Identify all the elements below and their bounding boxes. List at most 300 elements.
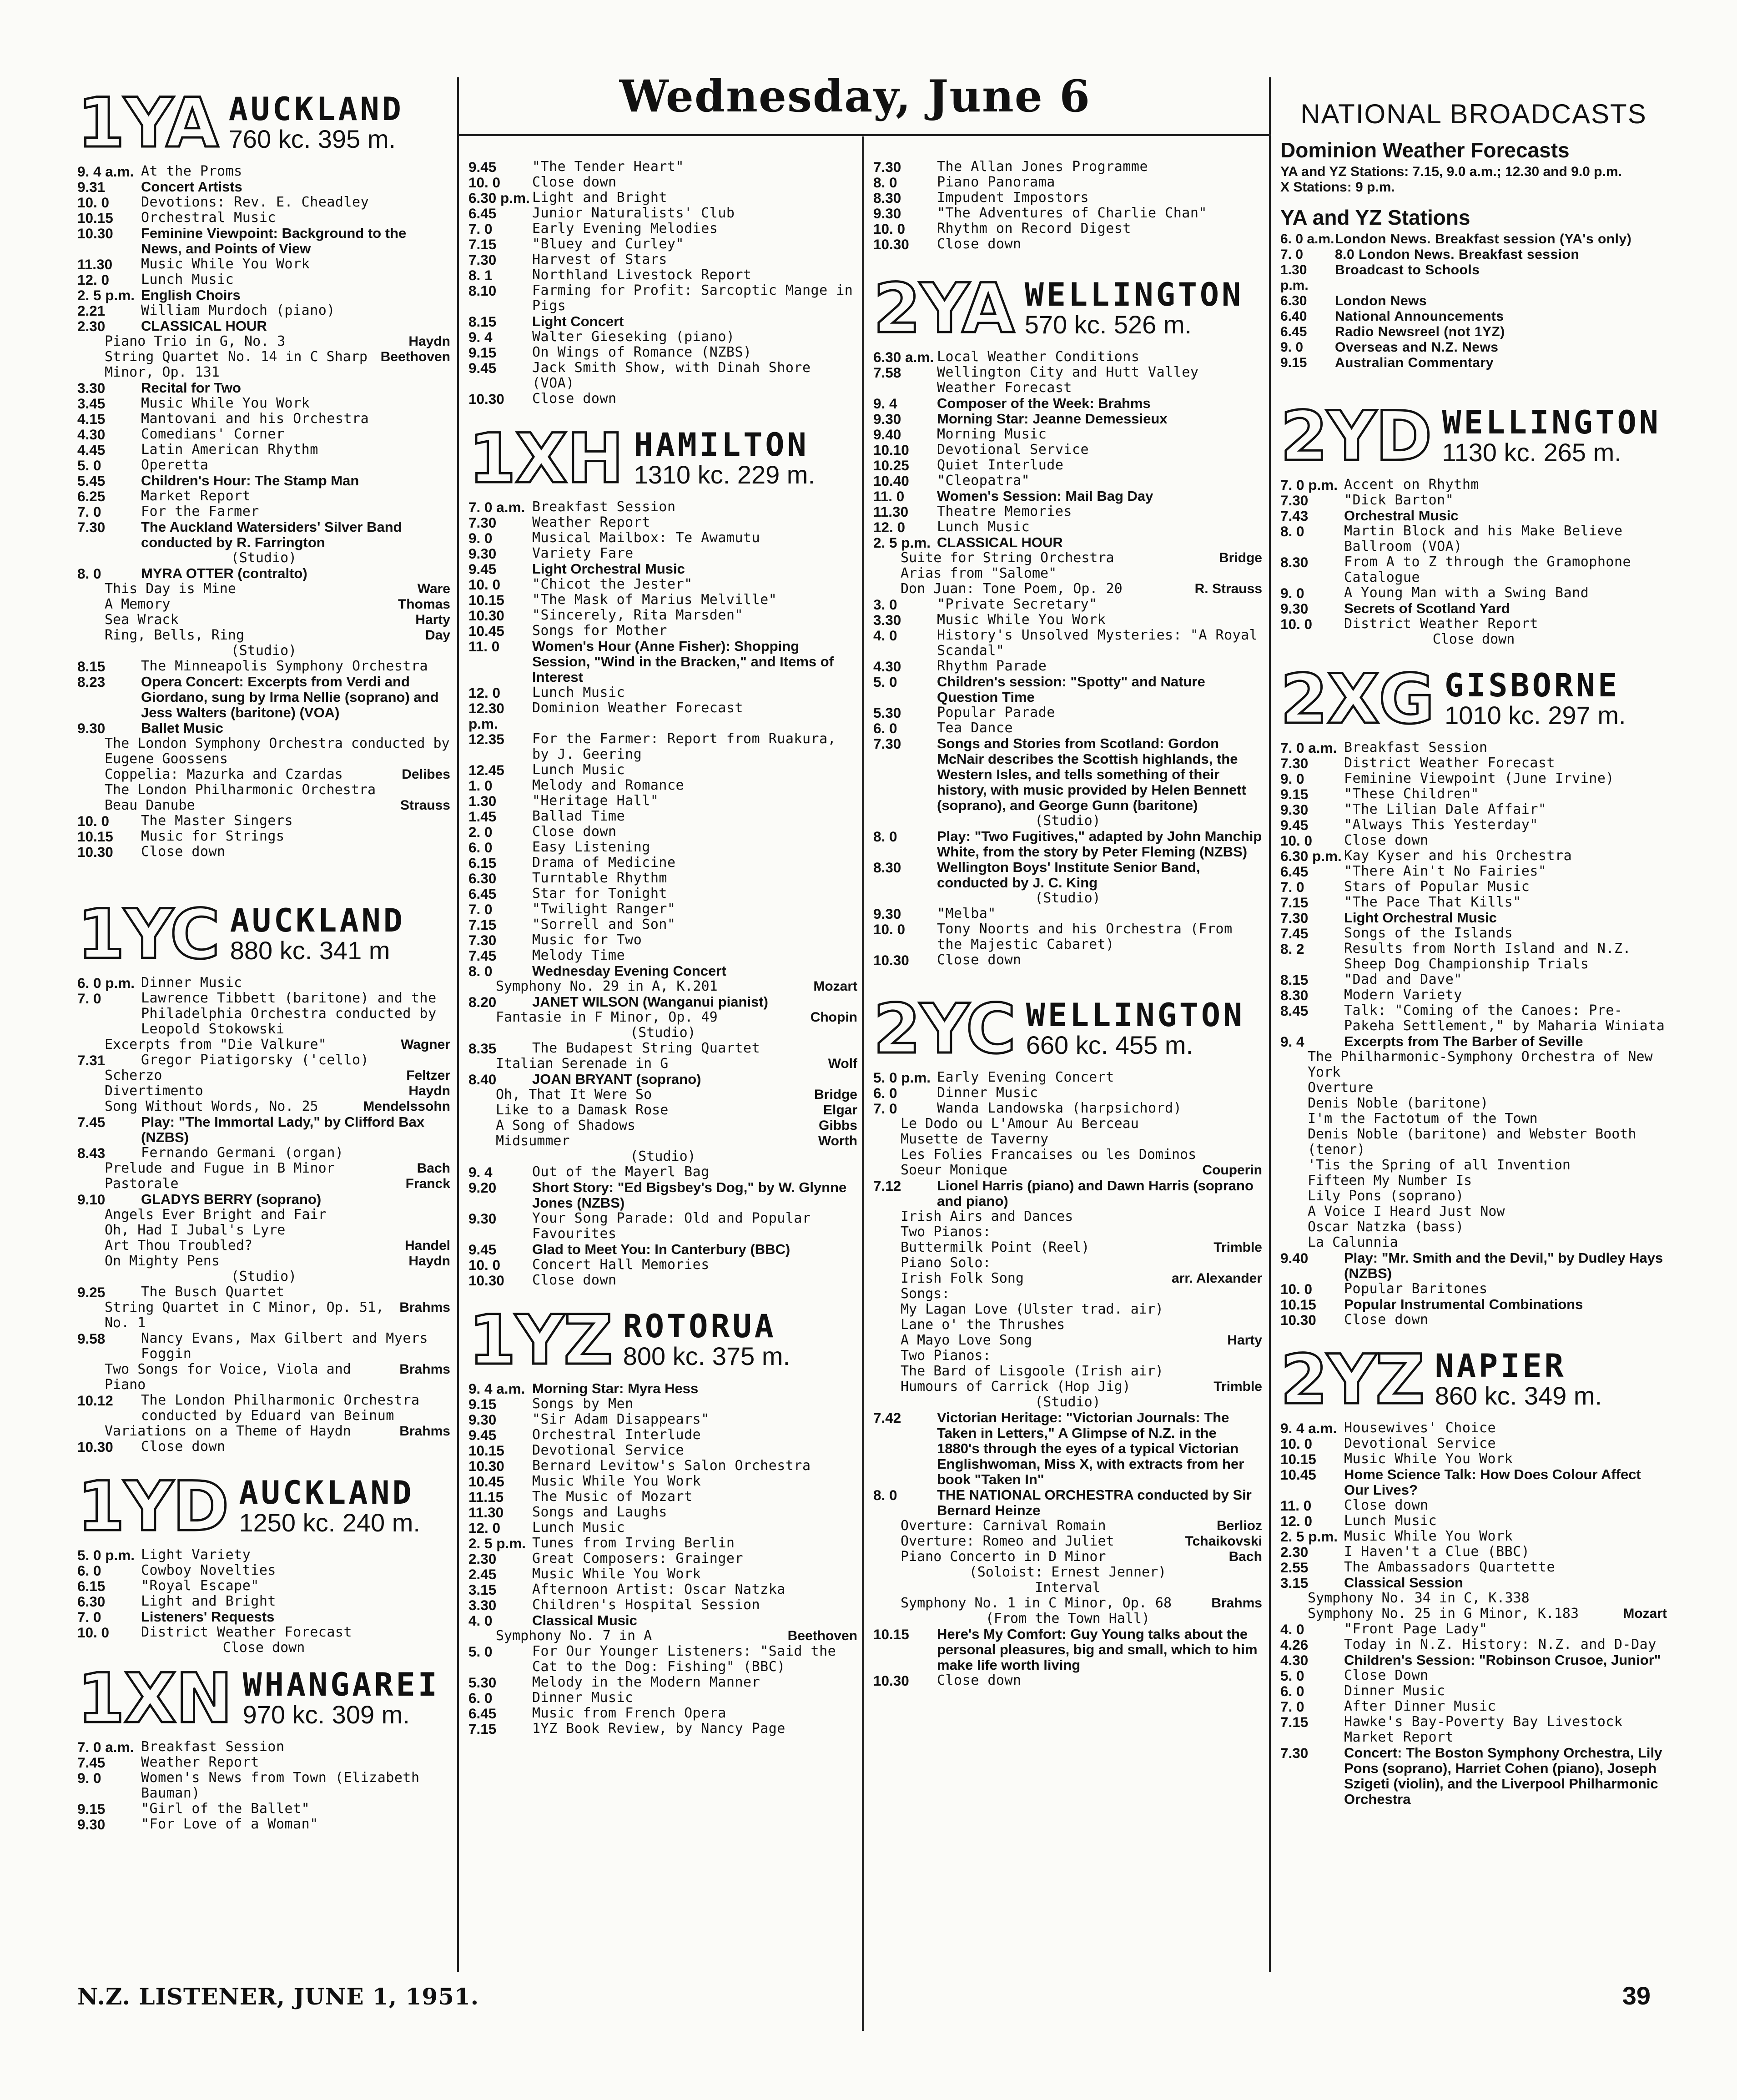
programme-title: Women's Hour (Anne Fisher): Shopping Session, "Wind in the Bracken," and Items of Interest <box>532 638 834 685</box>
detail-text: Overture <box>1308 1080 1374 1096</box>
programme-entry <box>468 901 857 917</box>
detail-text: Humours of Carrick (Hop Jig) <box>901 1379 1131 1395</box>
programme-note: (Soloist: Ernest Jenner) <box>969 1564 1167 1580</box>
detail-text: Irish Folk Song <box>901 1270 1024 1286</box>
programme-entry <box>468 530 857 546</box>
detail-text: A Voice I Heard Just Now <box>1308 1204 1505 1219</box>
programme-entry <box>468 283 857 314</box>
programme-detail <box>77 334 450 349</box>
composer: arr. Alexander <box>1172 1271 1262 1286</box>
programme-time: 12.45 <box>468 762 504 778</box>
programme-time: 10.12 <box>77 1392 113 1409</box>
programme-entry <box>77 380 450 396</box>
programme-title: Kay Kyser and his Orchestra <box>1344 848 1572 864</box>
programme-time: 10.15 <box>1280 1451 1316 1467</box>
programme-title: Music from French Opera <box>532 1705 726 1721</box>
programme-detail <box>77 736 450 767</box>
programme-title: Melody Time <box>532 947 625 963</box>
programme-time: 7. 0 <box>77 504 101 520</box>
programme-detail <box>873 1116 1262 1132</box>
programme-entry <box>77 504 450 519</box>
programme-detail <box>873 1549 1262 1565</box>
programme-entry <box>468 175 857 190</box>
programme-entry <box>77 720 450 736</box>
programme-time: 7.45 <box>1280 925 1309 942</box>
programme-time: 7.45 <box>468 947 497 964</box>
programme-time: 2.30 <box>468 1551 497 1567</box>
programme-time: 7. 0 <box>77 990 101 1007</box>
programme-time: 5.30 <box>468 1674 497 1691</box>
programme-time: 6.45 <box>468 205 497 222</box>
programme-time: 8.30 <box>873 859 901 876</box>
detail-text: Oh, Had I Jubal's Lyre <box>105 1222 286 1238</box>
programme-entry <box>468 206 857 221</box>
programme-time: 10.45 <box>1280 1466 1316 1483</box>
programme-time: 2.30 <box>77 318 106 334</box>
detail-text: Symphony No. 29 in A, K.201 <box>496 978 718 994</box>
programme-time: 6.25 <box>77 488 106 504</box>
composer: Bridge <box>1218 550 1262 565</box>
programme-time: 6.30 a.m. <box>873 349 934 365</box>
programme-entry <box>468 1582 857 1597</box>
programme-title: Music for Strings <box>141 828 285 844</box>
national-item-programme: London News. Breakfast session (YA's only) <box>1335 232 1632 247</box>
programme-title: Great Composers: Grainger <box>532 1551 744 1566</box>
programme-entry <box>468 1396 857 1412</box>
station-1xn <box>77 1659 450 1832</box>
programme-detail <box>77 782 450 798</box>
programme-detail <box>1280 1235 1667 1250</box>
national-item-programme: Australian Commentary <box>1335 355 1494 370</box>
programme-time: 3.15 <box>468 1581 497 1598</box>
programme-title: Walter Gieseking (piano) <box>532 329 735 345</box>
programme-title: Tony Noorts and his Orchestra (From the Majestic Cabaret) <box>937 921 1233 952</box>
programme-entry <box>468 561 857 577</box>
programme-title: MYRA OTTER (contralto) <box>141 565 307 581</box>
detail-text: Divertimento <box>105 1083 203 1099</box>
programme-entry <box>1280 786 1667 802</box>
detail-text: Denis Noble (baritone) <box>1308 1095 1489 1111</box>
programme-title: Impudent Impostors <box>937 190 1089 206</box>
detail-text: Song Without Words, No. 25 <box>105 1098 318 1114</box>
programme-entry <box>77 179 450 195</box>
programme-time: 3.30 <box>873 612 901 628</box>
programme-entry <box>77 164 450 179</box>
programme-title: THE NATIONAL ORCHESTRA conducted by Sir Bernard Heinze <box>937 1487 1252 1518</box>
station-callsign: 1YZ <box>468 1301 612 1380</box>
programme-entry <box>873 159 1262 175</box>
programme-time: 10.30 <box>873 1672 909 1688</box>
programme-time: 10.30 <box>468 1272 504 1289</box>
detail-text: Sea Wrack <box>105 612 179 628</box>
composer: Harty <box>415 612 450 627</box>
programme-time: 1.30 <box>468 793 497 809</box>
detail-text: Two Songs for Voice, Viola and Piano <box>105 1361 351 1393</box>
programme-note: (Studio) <box>231 643 297 659</box>
detail-text: Irish Airs and Dances <box>901 1209 1073 1224</box>
programme-entry <box>77 844 450 860</box>
station-header <box>873 269 1262 348</box>
station-info <box>1442 404 1661 467</box>
programme-detail <box>873 1379 1262 1395</box>
programme-title: Women's Session: Mail Bag Day <box>937 488 1153 504</box>
programme-detail <box>1280 1127 1667 1158</box>
composer: Thomas <box>398 597 450 612</box>
programme-time: 9.15 <box>468 344 497 361</box>
programme-title: Lunch Music <box>532 762 625 778</box>
programme-time: 9.25 <box>77 1284 106 1300</box>
programme-entry <box>77 813 450 829</box>
programme-entry <box>468 592 857 608</box>
station-1xh <box>468 419 857 1289</box>
national-item-time: 6.30 <box>1280 293 1307 308</box>
programme-time: 9.30 <box>77 720 106 736</box>
programme-entry <box>1280 1560 1667 1575</box>
detail-text: Prelude and Fugue in B Minor <box>105 1160 335 1176</box>
programme-time: 6.30 <box>77 1593 106 1610</box>
national-item-time: 6.45 <box>1280 324 1307 339</box>
programme-time: 4. 0 <box>1280 1621 1304 1637</box>
programme-entry <box>77 1114 450 1145</box>
programme-title: Play: "Two Fugitives," adapted by John Manchip White, from the story by Peter Fleming (NZBS) <box>937 828 1262 860</box>
programme-detail <box>873 1240 1262 1255</box>
programme-time: 8.15 <box>1280 972 1309 988</box>
composer: Mendelssohn <box>363 1099 450 1114</box>
composer: R. Strauss <box>1194 581 1262 596</box>
programme-time: 8. 1 <box>468 267 493 283</box>
programme-entry <box>873 206 1262 221</box>
programme-time: 7.15 <box>1280 894 1309 911</box>
programme-title: "Sorrell and Son" <box>532 917 676 932</box>
programme-time: 9.30 <box>873 205 901 222</box>
programme-time: 11.15 <box>468 1489 504 1505</box>
programme-entry <box>1280 879 1667 895</box>
programme-entry <box>468 314 857 329</box>
programme-title: Harvest of Stars <box>532 252 667 267</box>
programme-time: 11. 0 <box>1280 1497 1312 1514</box>
station-header <box>468 1301 857 1380</box>
programme-entry <box>468 1164 857 1180</box>
programme-title: Comedians' Corner <box>141 426 285 442</box>
programme-title: Music While You Work <box>532 1566 701 1582</box>
programme-entry <box>77 442 450 458</box>
programme-time: 10. 0 <box>468 174 501 191</box>
programme-time: 4.30 <box>1280 1652 1309 1668</box>
programme-title: Lionel Harris (piano) and Dawn Harris (soprano and piano) <box>937 1178 1254 1209</box>
programme-title: "Dick Barton" <box>1344 492 1454 508</box>
programme-entry <box>468 871 857 886</box>
programme-detail <box>468 1628 857 1644</box>
programme-entry <box>1280 1436 1667 1451</box>
programme-time: 4.45 <box>77 442 106 458</box>
programme-entry <box>77 226 450 257</box>
programme-title: Modern Variety <box>1344 987 1462 1003</box>
station-2xg <box>1280 660 1667 1328</box>
programme-title: On Wings of Romance (NZBS) <box>532 344 752 360</box>
programme-title: Morning Music <box>937 426 1047 442</box>
programme-entry <box>873 473 1262 488</box>
programme-detail <box>873 1302 1262 1317</box>
programme-title: "Chicot the Jester" <box>532 576 693 592</box>
programme-time: 10. 0 <box>77 813 110 829</box>
programme-title: For the Farmer <box>141 504 259 519</box>
detail-text: Oh, That It Were So <box>496 1087 652 1103</box>
programme-time: 12.30 p.m. <box>468 700 504 732</box>
programme-time: 7. 0 <box>873 1100 897 1117</box>
programme-entry <box>873 458 1262 473</box>
programme-title: Out of the Mayerl Bag <box>532 1164 710 1180</box>
programme-time: 10.30 <box>873 952 909 968</box>
programme-time: 7.58 <box>873 364 901 381</box>
programme-time: 6.30 <box>468 870 497 886</box>
programme-detail <box>77 1176 450 1192</box>
programme-detail <box>77 1254 450 1269</box>
station-info <box>1445 667 1626 730</box>
programme-time: 8. 0 <box>1280 523 1304 539</box>
station-frequency: 880 kc. 341 m <box>230 936 390 965</box>
programme-entry <box>77 659 450 674</box>
station-city: AUCKLAND <box>239 1474 414 1512</box>
programme-title: Orchestral Music <box>141 210 276 226</box>
detail-text: Don Juan: Tone Poem, Op. 20 <box>901 581 1123 597</box>
programme-title: Play: "Mr. Smith and the Devil," by Dudley Hays (NZBS) <box>1344 1250 1663 1281</box>
programme-detail <box>77 767 450 782</box>
national-item <box>1280 309 1667 324</box>
programme-time: 3.45 <box>77 395 106 412</box>
detail-text: Symphony No. 1 in C Minor, Op. 68 <box>901 1595 1172 1611</box>
programme-time: 6.45 <box>468 1705 497 1722</box>
composer: Tchaikovski <box>1185 1534 1262 1549</box>
programme-time: 10.30 <box>77 844 113 860</box>
programme-time: 8. 2 <box>1280 941 1304 957</box>
programme-title: "Front Page Lady" <box>1344 1621 1488 1637</box>
programme-title: Lunch Music <box>1344 1513 1437 1529</box>
programme-time: 10. 0 <box>873 221 906 237</box>
programme-entry <box>1280 585 1667 601</box>
programme-entry <box>873 1410 1262 1487</box>
programme-entry <box>468 1041 857 1056</box>
programme-entry <box>468 1242 857 1257</box>
programme-entry <box>1280 1034 1667 1049</box>
programme-entry <box>468 731 857 762</box>
programme-time: 12.35 <box>468 731 504 747</box>
programme-entry <box>468 809 857 824</box>
programme-time: 7. 0 a.m. <box>1280 740 1337 756</box>
programme-time: 7. 0 <box>468 221 493 237</box>
programme-detail <box>77 1238 450 1254</box>
national-item-programme: National Announcements <box>1335 309 1504 324</box>
composer: Beethoven <box>380 349 450 364</box>
national-item <box>1280 293 1667 309</box>
national-item-programme: Radio Newsreel (not 1YZ) <box>1335 324 1505 339</box>
programme-title: Concert Hall Memories <box>532 1257 710 1273</box>
programme-time: 3.30 <box>468 1597 497 1613</box>
programme-title: Light Concert <box>532 313 624 329</box>
programme-detail <box>873 1286 1262 1302</box>
station-header <box>77 895 450 974</box>
programme-title: "Cleopatra" <box>937 473 1030 488</box>
programme-title: "Melba" <box>937 906 996 922</box>
detail-text: Les Folies Francaises ou les Dominos <box>901 1147 1197 1163</box>
programme-title: Jack Smith Show, with Dinah Shore (VOA) <box>532 360 811 391</box>
programme-time: 6. 0 <box>468 1690 493 1706</box>
station-city: WELLINGTON <box>1026 997 1245 1034</box>
station-info <box>242 1666 440 1729</box>
composer: Day <box>425 628 450 643</box>
programme-time: 9. 0 <box>468 530 493 546</box>
programme-time: 10. 0 <box>1280 832 1313 849</box>
programme-entry <box>77 488 450 504</box>
programme-detail <box>873 1348 1262 1364</box>
programme-time: 5. 0 p.m. <box>873 1069 931 1086</box>
programme-title: Today in N.Z. History: N.Z. and D-Day <box>1344 1637 1656 1652</box>
programme-detail <box>873 1224 1262 1240</box>
programme-title: Songs and Laughs <box>532 1504 667 1520</box>
station-callsign: 2YA <box>873 269 1014 348</box>
programme-time: 7.43 <box>1280 508 1309 524</box>
programme-detail <box>1280 1080 1667 1096</box>
programme-time: 9. 4 <box>873 395 897 412</box>
programme-title: Light Variety <box>141 1547 251 1563</box>
programme-title: Dinner Music <box>1344 1683 1445 1699</box>
programme-title: CLASSICAL HOUR <box>141 318 267 334</box>
programme-time: 1.45 <box>468 808 497 825</box>
footer-issue: N.Z. LISTENER, JUNE 1, 1951. <box>77 1983 479 2010</box>
detail-text: Like to a Damask Rose <box>496 1102 669 1118</box>
station-header <box>1280 397 1667 476</box>
detail-text: Art Thou Troubled? <box>105 1238 253 1254</box>
programme-detail <box>77 581 450 597</box>
programme-time: 10. 0 <box>1280 616 1313 632</box>
detail-text: Symphony No. 25 in G Minor, K.183 <box>1308 1606 1579 1622</box>
station-frequency: 1250 kc. 240 m. <box>239 1508 420 1537</box>
programme-time: 2.55 <box>1280 1559 1309 1576</box>
programme-detail <box>1280 1188 1667 1204</box>
station-1yc <box>77 895 450 1455</box>
programme-entry <box>77 1563 450 1578</box>
detail-text: Variations on a Theme of Haydn <box>105 1423 351 1439</box>
programme-title: Breakfast Session <box>141 1739 285 1755</box>
programme-title: Breakfast Session <box>532 499 676 515</box>
detail-text: Musette de Taverny <box>901 1131 1049 1147</box>
composer: Ware <box>417 581 450 596</box>
programme-time: 10. 0 <box>77 194 110 211</box>
programme-entry <box>468 1675 857 1690</box>
programme-time: 10.25 <box>873 457 909 473</box>
programme-entry <box>468 237 857 252</box>
programme-entry <box>468 917 857 932</box>
composer: Chopin <box>810 1010 857 1025</box>
programme-title: Dominion Weather Forecast <box>532 700 744 716</box>
station-header <box>1280 660 1667 739</box>
programme-entry <box>873 488 1262 504</box>
composer: Couperin <box>1202 1163 1262 1178</box>
programme-entry <box>468 1721 857 1737</box>
programme-title: "There Ain't No Fairies" <box>1344 863 1547 879</box>
programme-title: Operetta <box>141 457 209 473</box>
programme-entry <box>1280 972 1667 987</box>
detail-text: Coppelia: Mazurka and Czardas <box>105 766 343 782</box>
station-2yc <box>873 990 1262 1688</box>
programme-time: 7. 0 a.m. <box>468 499 525 515</box>
programme-entry <box>468 1412 857 1427</box>
station-info <box>1435 1347 1602 1410</box>
programme-note: (Studio) <box>231 550 297 566</box>
composer: Brahms <box>399 1362 450 1377</box>
national-broadcasts <box>1280 98 1667 371</box>
programme-entry <box>77 1331 450 1362</box>
programme-title: "The Tender Heart" <box>532 159 685 175</box>
programme-title: Orchestral Music <box>1344 508 1459 524</box>
programme-title: The Master Singers <box>141 813 293 829</box>
programme-time: 9.31 <box>77 179 106 195</box>
station-frequency: 660 kc. 455 m. <box>1026 1031 1193 1060</box>
programme-title: Feminine Viewpoint (June Irvine) <box>1344 771 1614 786</box>
detail-text: Scherzo <box>105 1068 162 1083</box>
programme-time: 10.30 <box>468 607 504 624</box>
programme-title: "Girl of the Ballet" <box>141 1801 310 1817</box>
programme-entry <box>873 922 1262 952</box>
programme-entry <box>873 1487 1262 1518</box>
programme-entry <box>77 1739 450 1755</box>
programme-entry <box>873 952 1262 968</box>
programme-time: 8. 0 <box>873 1487 897 1503</box>
programme-title: The London Philharmonic Orchestra conducted by Eduard van Beinum <box>141 1392 420 1424</box>
programme-entry <box>873 628 1262 659</box>
programme-title: Close Down <box>1344 1667 1429 1683</box>
programme-entry <box>1280 1003 1667 1034</box>
programme-time: 12. 0 <box>468 685 501 701</box>
programme-entry <box>873 411 1262 427</box>
detail-text: String Quartet No. 14 in C Sharp Minor, Op. 131 <box>105 349 368 380</box>
programme-time: 12. 0 <box>77 272 110 288</box>
programme-title: Devotional Service <box>937 442 1089 458</box>
programme-entry <box>77 519 450 550</box>
programme-time: 8.30 <box>1280 554 1309 570</box>
programme-entry <box>1280 1714 1667 1745</box>
programme-entry <box>1280 833 1667 848</box>
programme-title: Tea Dance <box>937 720 1013 736</box>
programme-title: Devotional Service <box>532 1442 685 1458</box>
detail-text: Pastorale <box>105 1176 179 1192</box>
programme-title: Close down <box>937 952 1022 968</box>
composer: Brahms <box>1211 1596 1262 1611</box>
programme-time: 7.15 <box>468 1721 497 1737</box>
programme-title: Fernando Germani (organ) <box>141 1145 344 1161</box>
programme-entry <box>1280 1544 1667 1560</box>
programme-detail <box>468 979 857 994</box>
programme-title: Weather Report <box>532 514 650 530</box>
programme-entry <box>468 793 857 809</box>
detail-text: 'Tis the Spring of all Invention <box>1308 1157 1571 1173</box>
programme-time: 7.30 <box>468 514 497 531</box>
composer: Brahms <box>399 1300 450 1315</box>
station-city: ROTORUA <box>623 1308 776 1345</box>
programme-entry <box>1280 1529 1667 1544</box>
programme-title: Housewives' Choice <box>1344 1420 1496 1436</box>
programme-time: 7.42 <box>873 1410 901 1426</box>
column-1 <box>77 80 450 1832</box>
programme-time: 10.30 <box>468 391 504 407</box>
programme-entry <box>873 349 1262 365</box>
programme-detail <box>468 1118 857 1133</box>
programme-title: "The Pace That Kills" <box>1344 894 1521 910</box>
programme-entry <box>77 1053 450 1068</box>
programme-title: Close down <box>532 391 617 407</box>
programme-entry <box>468 639 857 685</box>
programme-time: 7.30 <box>468 932 497 948</box>
programme-title: Close down <box>532 174 617 190</box>
